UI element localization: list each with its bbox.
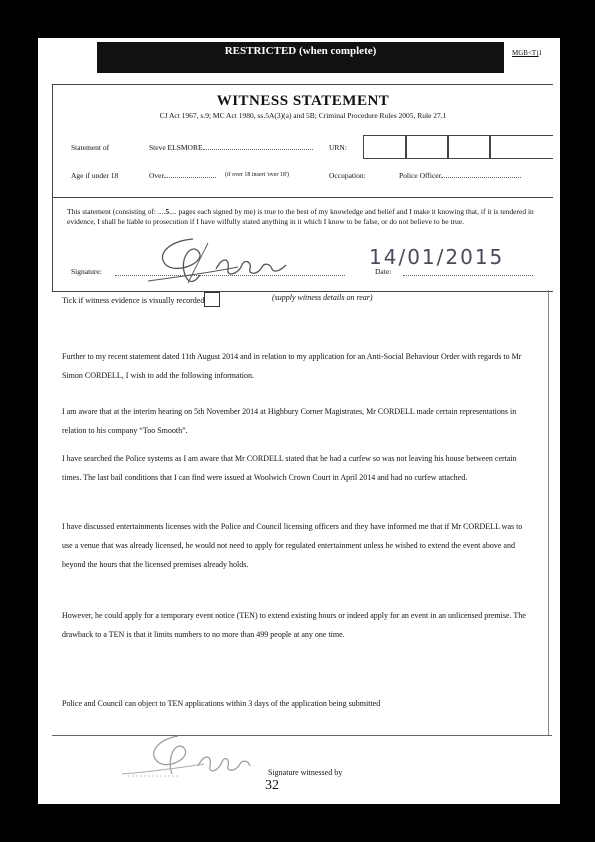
age-value: Over (149, 171, 164, 180)
occupation-label: Occupation: (329, 171, 366, 180)
urn-box-1 (363, 135, 407, 159)
page-number: 32 (265, 778, 279, 793)
declaration-pages: 5 (165, 207, 170, 216)
age-label: Age if under 18 (71, 171, 119, 180)
statement-of-field (149, 143, 313, 152)
image-tag-code: MGB<T) (512, 49, 539, 57)
paragraph-3: I have searched the Police systems as I am aware that Mr CORDELL stated that he had a curfew so was not leaving his house between certain times. The last bail conditions that I can find were issued at Woolwich Crown Court in April 2014 and had no curfew attached. (62, 454, 517, 482)
age-dots (164, 177, 216, 178)
paragraph-4: I have discussed entertainments licenses with the Police and Council licensing officers and they have informed me that if Mr CORDELL was to use a venue that was already licensed, he would not need to apply for regulated entertainment unless he wished to extend the event above and beyond the hours that the licensed premises already holds. (62, 522, 523, 569)
date-label: Date: (375, 267, 392, 276)
statement-of-label: Statement of (71, 143, 110, 152)
visually-recorded-label: Tick if witness evidence is visually recorded (62, 296, 205, 305)
urn-box-3 (447, 135, 491, 159)
urn-box-4 (489, 135, 553, 159)
form-title: WITNESS STATEMENT (216, 93, 390, 109)
age-field (149, 171, 216, 180)
age-note: (if over 18 insert 'over 18') (225, 172, 289, 178)
paragraph-1: Further to my recent statement dated 11th August 2014 and in relation to my application for an Anti-Social Behaviour Order with regards to Mr Simon CORDELL, I wish to add the following information. (62, 352, 522, 380)
declaration-post: .... pages each signed by me) is true to the best of my knowledge and belief and I make it knowing that, if it is tendered in evidence, I shall be liable to prosecution if I have wilfully stated anything in it which I know to be false, or do not believe to be true. (67, 207, 534, 226)
paragraph-2: I am aware that at the interim hearing on 5th November 2014 at Highbury Corner Magistrates, Mr CORDELL made certain representations in relation to his company “Too Smooth”. (62, 407, 517, 435)
urn-label: URN: (329, 143, 347, 152)
handwritten-date: 14/01/2015 (369, 245, 505, 269)
right-margin-line (548, 290, 549, 735)
restricted-label: RESTRICTED (when complete) (224, 45, 377, 57)
statement-of-dots (203, 149, 313, 150)
declaration-text (67, 207, 547, 227)
image-tag-suffix: 1 (538, 49, 543, 57)
form-divider (53, 197, 553, 198)
signature-image (138, 231, 328, 287)
image-tag (512, 49, 542, 57)
occupation-value: Police Officer (399, 171, 442, 180)
restricted-banner (97, 42, 504, 73)
form-subtitle: CJ Act 1967, s.9; MC Act 1980, ss.5A(3)(a) and 5B; Criminal Procedure Rules 2005, Rule 27.1 (159, 111, 447, 120)
signature-label: Signature: (71, 267, 102, 276)
date-line (403, 275, 533, 276)
declaration-pre: This statement (consisting of: .... (67, 207, 166, 216)
occupation-field (399, 171, 521, 180)
paragraph-6: Police and Council can object to TEN applications within 3 days of the application being submitted (62, 699, 381, 708)
visually-recorded-checkbox[interactable] (204, 292, 220, 307)
footer-signature-image (118, 730, 258, 782)
visually-recorded-row (62, 292, 220, 307)
witness-statement-form (52, 84, 553, 292)
urn-box-2 (405, 135, 449, 159)
paragraph-5: However, he could apply for a temporary event notice (TEN) to extend existing hours or indeed apply for an event in an unlicensed premise. The drawback to a TEN is that it limits numbers to no more than 499 people at any one time. (62, 611, 526, 639)
visually-recorded-note: (supply witness details on rear) (272, 293, 373, 302)
signature-witnessed-label: Signature witnessed by (268, 768, 343, 777)
occupation-dots (441, 177, 521, 178)
statement-of-value: Steve ELSMORE (149, 143, 203, 152)
